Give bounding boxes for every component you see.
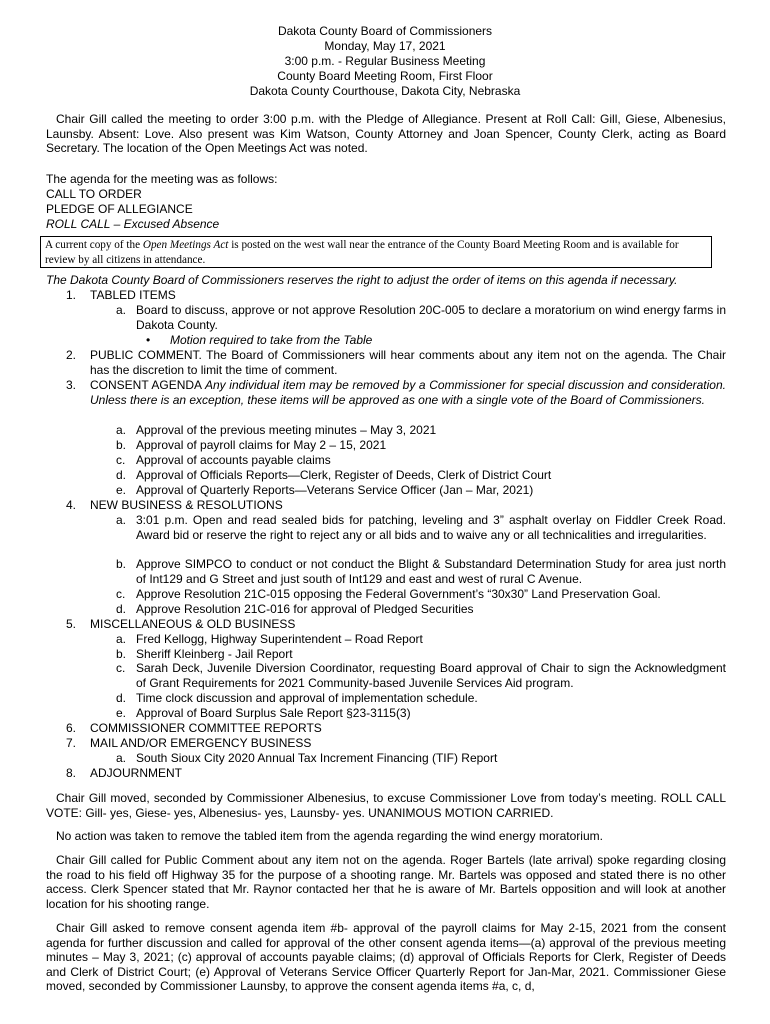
item-3c-letter: c. [116, 453, 126, 467]
item-3e-letter: e. [116, 483, 127, 497]
item-3b-text: Approval of payroll claims for May 2 – 15, 2021 [136, 438, 387, 452]
item-2-text: PUBLIC COMMENT. The Board of Commissioners will hear comments about any item not on the agenda. The Chair has the discretion to limit the time of comment. [90, 348, 726, 377]
minutes-paragraph-1: Chair Gill moved, seconded by Commissioner Albenesius, to excuse Commissioner Love from today’s meeting. ROLL CALL VOTE: Gill- yes, Giese- yes, Albenesius- yes, Launsby- yes. UNANIMOUS MOTION CARRIED. [46, 791, 726, 820]
item-5a-letter: a. [116, 632, 127, 646]
item-8-text: ADJOURNMENT [90, 766, 182, 780]
item-5-number: 5. [66, 617, 77, 631]
minutes-paragraph-3: Chair Gill called for Public Comment about any item not on the agenda. Roger Bartels (late arrival) spoke regarding closing the road to his field off Highway 35 for the purpose of a shooting range. Mr. Bartels was opposed and stated there is no other access. Clerk Spencer stated that Mr. Raynor contacted her that he is aware of Mr. Bartels opposition and will look at another location for his shooting range. [46, 853, 726, 911]
notice-pre: A current copy of the [45, 239, 143, 251]
item-1-bullet-text: Motion required to take from the Table [170, 333, 373, 347]
item-8-number: 8. [66, 766, 77, 780]
item-3b-letter: b. [116, 438, 127, 452]
agenda-call-to-order: CALL TO ORDER [46, 187, 142, 201]
item-4d-letter: d. [116, 602, 127, 616]
item-3a-letter: a. [116, 423, 127, 437]
reserve-statement: The Dakota County Board of Commissioners reserves the right to adjust the order of items on this agenda if necessary. [46, 273, 678, 287]
intro-paragraph: Chair Gill called the meeting to order 3:00 p.m. with the Pledge of Allegiance. Present at Roll Call: Gill, Giese, Albenesius, Launsby. Absent: Love. Also present was Kim Watson, County Attorney and Joan Spencer, County Clerk, acting as Board Secretary. The location of the Open Meetings Act was noted. [46, 112, 726, 156]
header-room: County Board Meeting Room, First Floor [277, 69, 493, 83]
item-1a-letter: a. [116, 303, 127, 317]
header-meeting-type: 3:00 p.m. - Regular Business Meeting [284, 54, 486, 68]
item-2-number: 2. [66, 348, 77, 362]
agenda-intro: The agenda for the meeting was as follows: [46, 172, 278, 186]
agenda-pledge: PLEDGE OF ALLEGIANCE [46, 202, 193, 216]
item-3d-letter: d. [116, 468, 127, 482]
item-5a-text: Fred Kellogg, Highway Superintendent – Road Report [136, 632, 423, 646]
notice-act: Open Meetings Act [142, 239, 229, 251]
open-meetings-notice [40, 236, 712, 268]
item-6-number: 6. [66, 721, 77, 735]
item-1-text: TABLED ITEMS [90, 288, 176, 302]
item-4-text: NEW BUSINESS & RESOLUTIONS [90, 498, 283, 512]
minutes-paragraph-4: Chair Gill asked to remove consent agenda item #b- approval of the payroll claims for May 2-15, 2021 from the consent agenda for further discussion and called for approval of the other consent agenda items—(a) approval of the previous meeting minutes – May 3, 2021; (c) approval of accounts payable claims; (d) approval of Officials Reports for Clerk, Register of Deeds and Clerk of District Court; (e) Approval of Veterans Service Officer Quarterly Report for Jan-Mar, 2021. Commissioner Giese moved, seconded by Commissioner Launsby, to approve the consent agenda items #a, c, d, [46, 921, 726, 994]
item-7a-letter: a. [116, 751, 127, 765]
item-5d-text: Time clock discussion and approval of implementation schedule. [136, 691, 478, 705]
header-date: Monday, May 17, 2021 [324, 39, 446, 53]
minutes-paragraph-2: No action was taken to remove the tabled item from the agenda regarding the wind energy moratorium. [56, 829, 603, 843]
item-3a-text: Approval of the previous meeting minutes – May 3, 2021 [136, 423, 437, 437]
item-3c-text: Approval of accounts payable claims [136, 453, 331, 467]
header-location: Dakota County Courthouse, Dakota City, Nebraska [249, 84, 521, 98]
item-1a-text: Board to discuss, approve or not approve Resolution 20C-005 to declare a moratorium on wind energy farms in Dakota County. [136, 303, 726, 332]
item-4d-text: Approve Resolution 21C-016 for approval of Pledged Securities [136, 602, 474, 616]
agenda-roll-call: ROLL CALL – Excused Absence [46, 217, 220, 231]
item-3-text [90, 378, 726, 407]
item-4a-letter: a. [116, 513, 127, 527]
item-5b-text: Sheriff Kleinberg - Jail Report [136, 647, 293, 661]
item-7a-text: South Sioux City 2020 Annual Tax Increment Financing (TIF) Report [136, 751, 498, 765]
item-5e-text: Approval of Board Surplus Sale Report §23-3115(3) [136, 706, 411, 720]
item-4-number: 4. [66, 498, 77, 512]
item-6-text: COMMISSIONER COMMITTEE REPORTS [90, 721, 322, 735]
item-1-number: 1. [66, 288, 77, 302]
item-3e-text: Approval of Quarterly Reports—Veterans Service Officer (Jan – Mar, 2021) [136, 483, 534, 497]
item-5c-text: Sarah Deck, Juvenile Diversion Coordinator, requesting Board approval of Chair to sign the Acknowledgment of Grant Requirements for 2021 Community-based Juvenile Services Aid program. [136, 661, 726, 690]
item-4c-letter: c. [116, 587, 126, 601]
item-4c-text: Approve Resolution 21C-015 opposing the Federal Government’s “30x30” Land Preservation Goal. [136, 587, 661, 601]
bullet-icon: • [146, 333, 151, 347]
header-board-name: Dakota County Board of Commissioners [277, 24, 493, 38]
item-5b-letter: b. [116, 647, 127, 661]
item-3-number: 3. [66, 378, 77, 392]
item-3-title: CONSENT AGENDA [90, 378, 205, 392]
item-5d-letter: d. [116, 691, 127, 705]
item-7-number: 7. [66, 736, 77, 750]
item-5c-letter: c. [116, 661, 126, 675]
item-5e-letter: e. [116, 706, 127, 720]
notice-post: is posted on the west wall near the entrance of the County Board Meeting Room and is available for review by all citizens in attendance. [45, 239, 679, 266]
item-4a-text: 3:01 p.m. Open and read sealed bids for patching, leveling and 3” asphalt overlay on Fiddler Creek Road. Award bid or reserve the right to reject any or all bids and to waive any or all technicalities and irregularities. [136, 513, 726, 542]
item-4b-text: Approve SIMPCO to conduct or not conduct the Blight & Substandard Determination Study for area just north of Int129 and G Street and just south of Int129 and east and west of rural C Avenue. [136, 557, 726, 586]
document-header [0, 24, 770, 99]
item-4b-letter: b. [116, 557, 127, 571]
item-5-text: MISCELLANEOUS & OLD BUSINESS [90, 617, 296, 631]
item-3d-text: Approval of Officials Reports—Clerk, Register of Deeds, Clerk of District Court [136, 468, 552, 482]
item-3-note: Any individual item may be removed by a Commissioner for special discussion and consideration. Unless there is an exception, these items will be approved as one with a single vote of the Board of Commissioners. [90, 378, 726, 407]
item-7-text: MAIL AND/OR EMERGENCY BUSINESS [90, 736, 312, 750]
